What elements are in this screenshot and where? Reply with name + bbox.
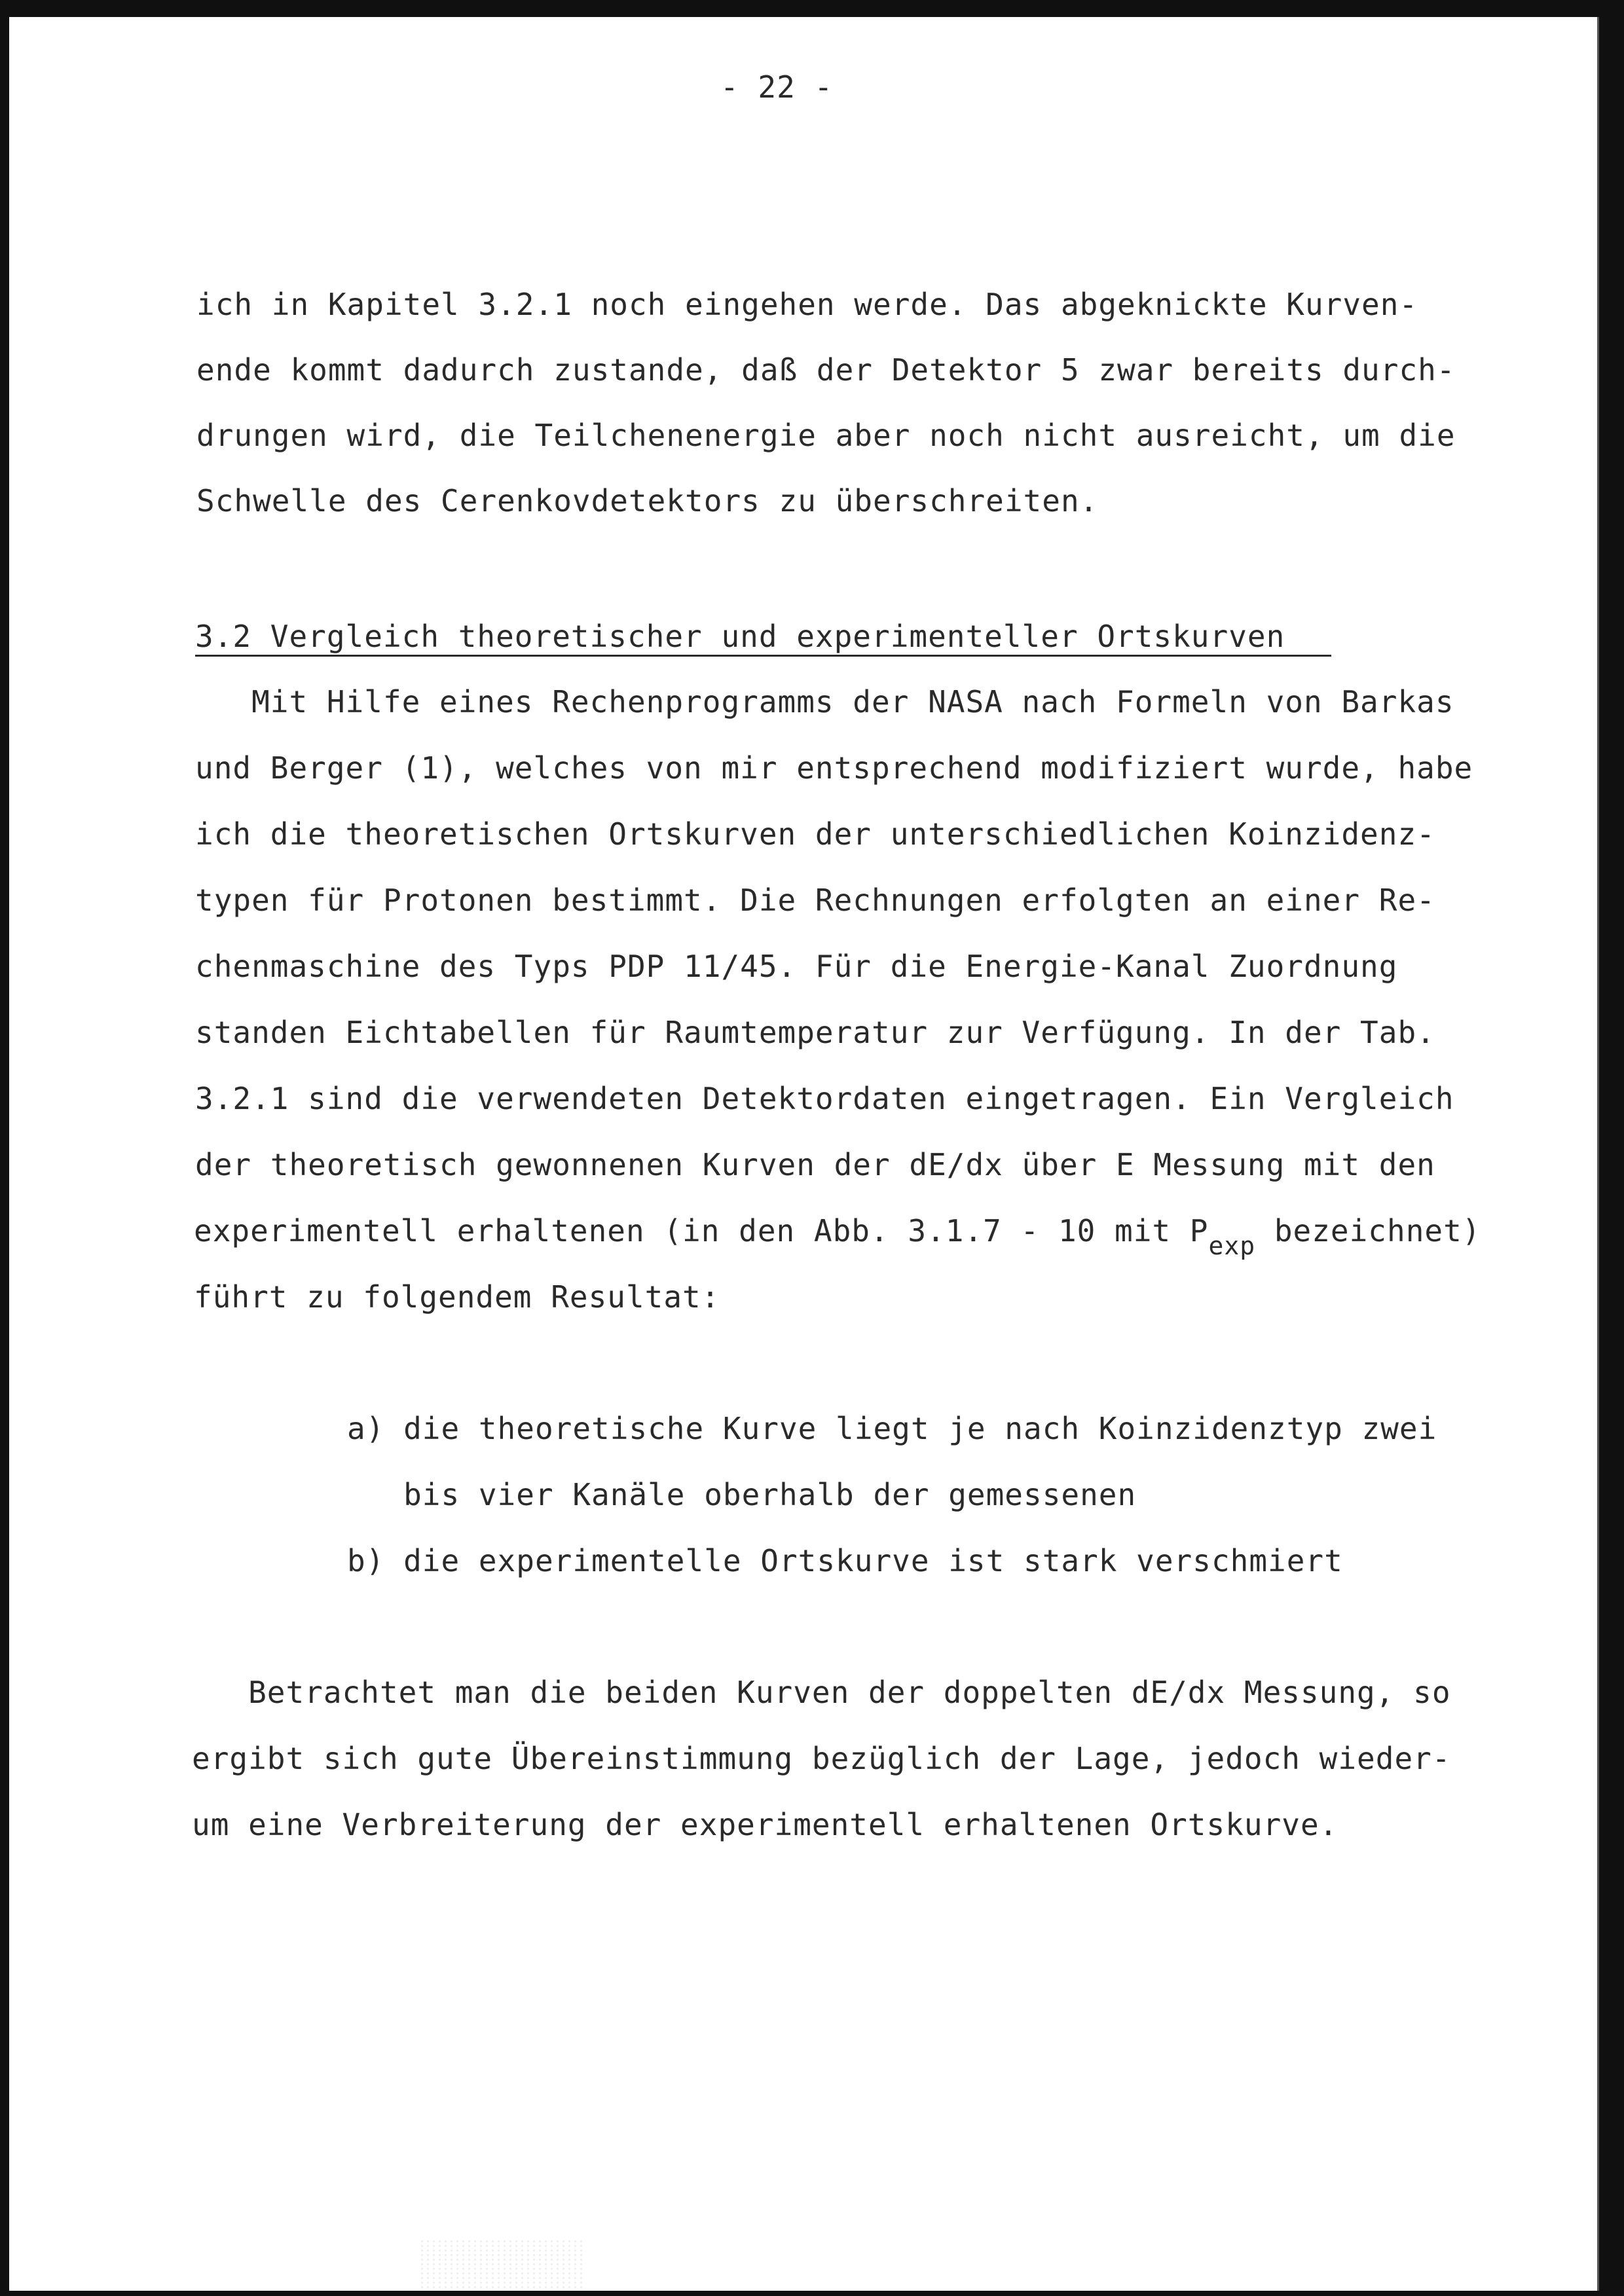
- scan-border-bottom: [0, 2291, 1624, 2296]
- text-line: Betrachtet man die beiden Kurven der doppelten dE/dx Messung, so: [192, 1675, 1451, 1710]
- text-line: standen Eichtabellen für Raumtemperatur zur Verfügung. In der Tab.: [195, 1015, 1435, 1050]
- text-line: Schwelle des Cerenkovdetektors zu überschreiten.: [196, 483, 1099, 519]
- heading-underline: [195, 655, 1331, 657]
- subscript-exp: exp: [1208, 1231, 1256, 1260]
- text-fragment: experimentell erhaltenen (in den Abb. 3.1.7 - 10 mit P: [194, 1213, 1209, 1248]
- scan-border-left: [0, 0, 9, 2296]
- text-line: und Berger (1), welches von mir entsprechend modifiziert wurde, habe: [195, 750, 1473, 786]
- text-line: Mit Hilfe eines Rechenprogramms der NASA nach Formeln von Barkas: [195, 684, 1454, 720]
- page-number: - 22 -: [720, 69, 834, 105]
- scan-border-top: [0, 0, 1624, 17]
- text-line: ergibt sich gute Übereinstimmung bezüglich der Lage, jedoch wieder-: [192, 1741, 1451, 1776]
- text-line: der theoretisch gewonnenen Kurven der dE/dx über E Messung mit den: [195, 1147, 1435, 1182]
- list-item-b: b) die experimentelle Ortskurve ist stark verschmiert: [347, 1543, 1343, 1578]
- scan-border-right: [1599, 0, 1624, 2296]
- text-line: führt zu folgendem Resultat:: [194, 1279, 720, 1315]
- scan-speckle: [419, 2239, 583, 2295]
- section-heading: 3.2 Vergleich theoretischer und experimenteller Ortskurven: [195, 619, 1285, 654]
- text-line: ich die theoretischen Ortskurven der unterschiedlichen Koinzidenz-: [195, 816, 1435, 852]
- text-line-subscript: [194, 1211, 1481, 1260]
- text-line: 3.2.1 sind die verwendeten Detektordaten eingetragen. Ein Vergleich: [195, 1081, 1454, 1116]
- text-line: drungen wird, die Teilchenenergie aber noch nicht ausreicht, um die: [196, 418, 1456, 453]
- text-line: ende kommt dadurch zustande, daß der Detektor 5 zwar bereits durch-: [196, 352, 1456, 388]
- list-item-a: a) die theoretische Kurve liegt je nach Koinzidenztyp zwei: [347, 1411, 1437, 1446]
- list-item-a-continued: bis vier Kanäle oberhalb der gemessenen: [347, 1477, 1137, 1512]
- text-fragment: bezeichnet): [1255, 1213, 1481, 1248]
- text-line: chenmaschine des Typs PDP 11/45. Für die Energie-Kanal Zuordnung: [195, 949, 1398, 984]
- text-line: um eine Verbreiterung der experimentell erhaltenen Ortskurve.: [192, 1807, 1338, 1842]
- text-line: typen für Protonen bestimmt. Die Rechnungen erfolgten an einer Re-: [195, 883, 1435, 918]
- text-line: ich in Kapitel 3.2.1 noch eingehen werde. Das abgeknickte Kurven-: [196, 287, 1418, 322]
- scan-page-edge: [1597, 17, 1599, 2291]
